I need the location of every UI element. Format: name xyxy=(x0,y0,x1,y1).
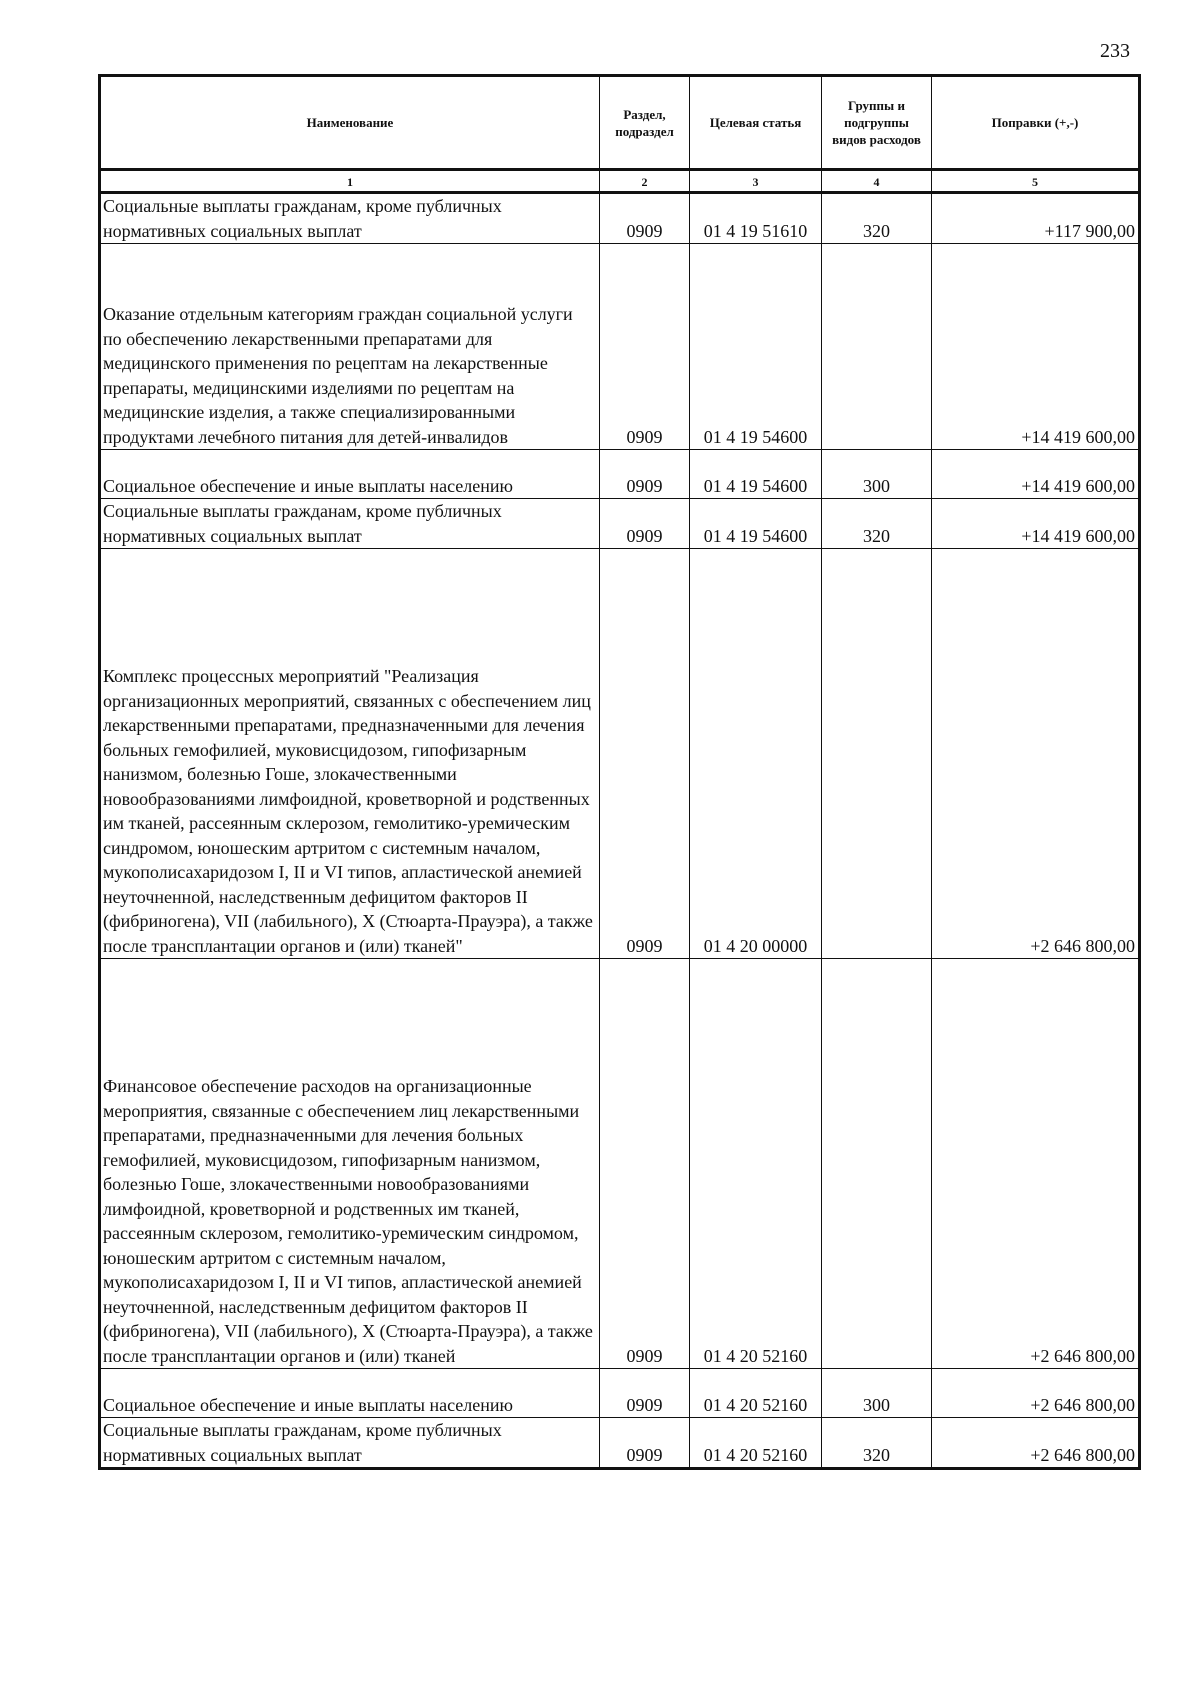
column-number: 5 xyxy=(932,170,1140,193)
row-expense-group: 300 xyxy=(822,450,932,499)
row-name: Финансовое обеспечение расходов на организационные мероприятия, связанные с обеспечением лиц лекарственными препаратами, предназначенными для лечения больных гемофилией, муковисцидозом, гипофизарным нанизмом, болезнью Гоше, злокачественными новообразованиями лимфоидной, кроветворной и родственных им тканей, рассеянным склерозом, гемолитико-уремическим синдромом, юношеским артритом с системным началом, мукополисахаридозом I, II и VI типов, апластической анемией неуточненной, наследственным дефицитом факторов II (фибриногена), VII (лабильного), X (Стюарта-Прауэра), а также после трансплантации органов и (или) тканей xyxy=(100,959,600,1369)
row-amount: +14 419 600,00 xyxy=(932,499,1140,549)
table-row xyxy=(100,1369,1140,1418)
table-row xyxy=(100,959,1140,1369)
row-section: 0909 xyxy=(600,1369,690,1418)
row-target-article: 01 4 20 52160 xyxy=(690,1418,822,1469)
row-target-article: 01 4 19 54600 xyxy=(690,450,822,499)
row-expense-group: 320 xyxy=(822,499,932,549)
row-name: Оказание отдельным категориям граждан социальной услуги по обеспечению лекарственными препаратами для медицинского применения по рецептам на лекарственные препараты, медицинскими изделиями по рецептам на медицинские изделия, а также специализированными продуктами лечебного питания для детей-инвалидов xyxy=(100,244,600,450)
row-amount: +14 419 600,00 xyxy=(932,450,1140,499)
header-expense-groups: Группы и подгруппы видов расходов xyxy=(822,76,932,170)
row-section: 0909 xyxy=(600,959,690,1369)
row-expense-group xyxy=(822,244,932,450)
row-name: Социальное обеспечение и иные выплаты населению xyxy=(100,1369,600,1418)
row-section: 0909 xyxy=(600,1418,690,1469)
table-row xyxy=(100,549,1140,959)
row-amount: +2 646 800,00 xyxy=(932,1369,1140,1418)
header-target-article: Целевая статья xyxy=(690,76,822,170)
row-name: Социальное обеспечение и иные выплаты населению xyxy=(100,450,600,499)
table-row xyxy=(100,1418,1140,1469)
page-number: 233 xyxy=(1100,40,1130,62)
row-amount: +14 419 600,00 xyxy=(932,244,1140,450)
column-number: 3 xyxy=(690,170,822,193)
row-expense-group xyxy=(822,959,932,1369)
budget-amendments-table xyxy=(98,74,1141,1470)
table-row xyxy=(100,499,1140,549)
table-row xyxy=(100,450,1140,499)
row-target-article: 01 4 20 52160 xyxy=(690,1369,822,1418)
column-number: 4 xyxy=(822,170,932,193)
table-header-row xyxy=(100,76,1140,170)
row-section: 0909 xyxy=(600,499,690,549)
row-section: 0909 xyxy=(600,244,690,450)
row-name: Комплекс процессных мероприятий "Реализация организационных мероприятий, связанных с обеспечением лиц лекарственными препаратами, предназначенными для лечения больных гемофилией, муковисцидозом, гипофизарным нанизмом, болезнью Гоше, злокачественными новообразованиями лимфоидной, кроветворной и родственных им тканей, рассеянным склерозом, гемолитико-уремическим синдромом, юношеским артритом с системным началом, мукополисахаридозом I, II и VI типов, апластической анемией неуточненной, наследственным дефицитом факторов II (фибриногена), VII (лабильного), X (Стюарта-Прауэра), а также после трансплантации органов и (или) тканей" xyxy=(100,549,600,959)
row-amount: +2 646 800,00 xyxy=(932,1418,1140,1469)
row-amount: +117 900,00 xyxy=(932,193,1140,244)
row-target-article: 01 4 20 52160 xyxy=(690,959,822,1369)
table-row xyxy=(100,244,1140,450)
row-target-article: 01 4 19 54600 xyxy=(690,244,822,450)
row-target-article: 01 4 19 51610 xyxy=(690,193,822,244)
row-section: 0909 xyxy=(600,193,690,244)
header-section: Раздел, подраздел xyxy=(600,76,690,170)
row-expense-group: 320 xyxy=(822,193,932,244)
row-expense-group: 300 xyxy=(822,1369,932,1418)
row-section: 0909 xyxy=(600,549,690,959)
row-name: Социальные выплаты гражданам, кроме публичных нормативных социальных выплат xyxy=(100,193,600,244)
row-amount: +2 646 800,00 xyxy=(932,959,1140,1369)
row-name: Социальные выплаты гражданам, кроме публичных нормативных социальных выплат xyxy=(100,499,600,549)
table-row xyxy=(100,193,1140,244)
row-expense-group: 320 xyxy=(822,1418,932,1469)
column-number: 2 xyxy=(600,170,690,193)
header-amendments: Поправки (+,-) xyxy=(932,76,1140,170)
row-target-article: 01 4 20 00000 xyxy=(690,549,822,959)
column-number: 1 xyxy=(100,170,600,193)
column-number-row xyxy=(100,170,1140,193)
header-name: Наименование xyxy=(100,76,600,170)
row-name: Социальные выплаты гражданам, кроме публичных нормативных социальных выплат xyxy=(100,1418,600,1469)
row-expense-group xyxy=(822,549,932,959)
row-amount: +2 646 800,00 xyxy=(932,549,1140,959)
row-section: 0909 xyxy=(600,450,690,499)
row-target-article: 01 4 19 54600 xyxy=(690,499,822,549)
